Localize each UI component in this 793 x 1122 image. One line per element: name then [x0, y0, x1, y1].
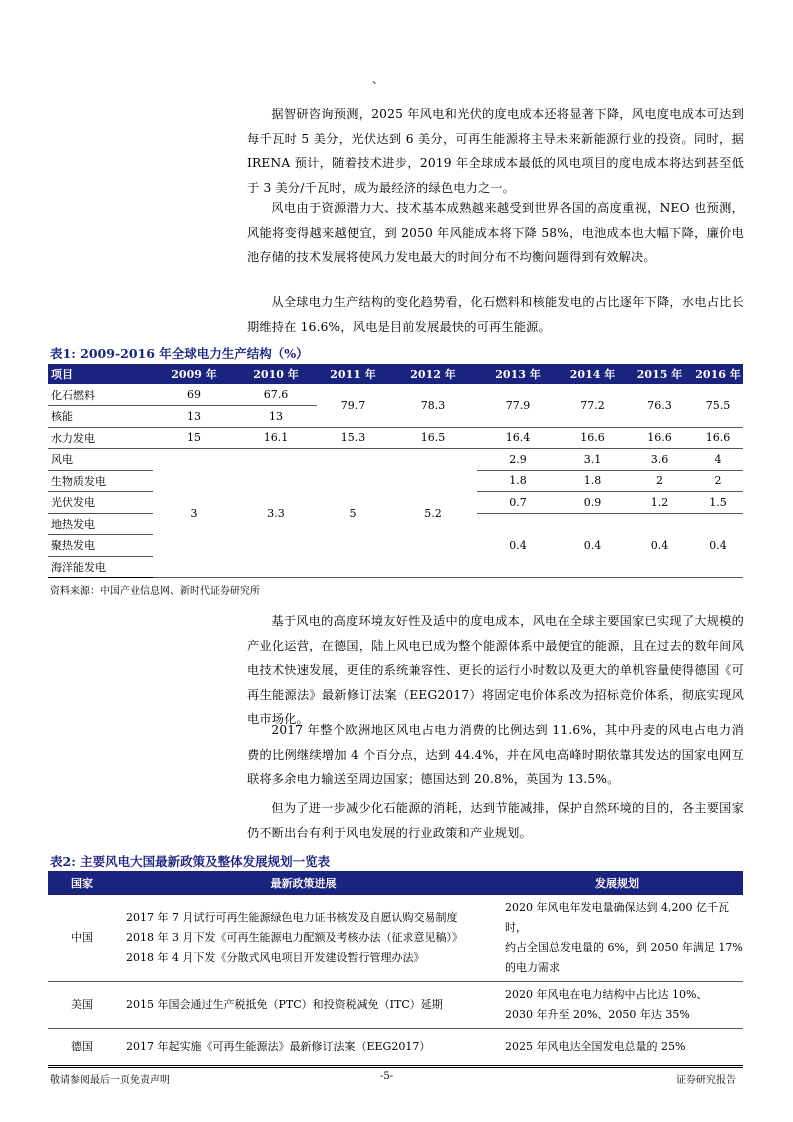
header-policy: 最新政策进展 — [116, 871, 491, 895]
policy-line: 2017 年起实施《可再生能源法》最新修订法案（EEG2017） — [126, 1040, 431, 1053]
paragraph-europe-share: 2017 年整个欧洲地区风电占电力消费的比例达到 11.6%，其中丹麦的风电占电力消费的比例继续增加 4 个百分点，达到 44.4%，并在风电高峰时期依靠其发达的国家电网互联将多余电力输送至周边国家；德国达到 20.8%，英国为 13.5%。 — [247, 723, 744, 786]
cell: 69 — [153, 384, 235, 406]
cell: 0.9 — [559, 492, 626, 514]
plan-line: 2020 年风电在电力结构中占比达 10%、 — [505, 988, 708, 1001]
table1-title: 表1: 2009-2016 年全球电力生产结构（%） — [50, 346, 309, 361]
cell: 4 — [693, 449, 743, 471]
cell: 1.5 — [693, 492, 743, 514]
cell: 2 — [626, 470, 693, 492]
table-row — [48, 895, 743, 982]
header-2009: 2009 年 — [153, 364, 235, 384]
plan-line: 2020 年风电年发电量确保达到 4,200 亿千瓦时， — [505, 901, 729, 934]
row-label-biomass: 生物质发电 — [48, 470, 153, 492]
policy-cell — [116, 1029, 491, 1066]
header-item: 项目 — [48, 364, 153, 384]
footer-divider — [48, 1067, 743, 1068]
plan-cell — [491, 895, 743, 982]
table-row — [48, 449, 743, 471]
cell: 79.7 — [317, 384, 389, 427]
row-label-hydro: 水力发电 — [48, 427, 153, 449]
table2-header-row — [48, 871, 743, 895]
paragraph-structure-trend: 从全球电力生产结构的变化趋势看，化石燃料和核能发电的占比逐年下降，水电占比长期维持在 16.6%，风电是目前发展最快的可再生能源。 — [247, 295, 744, 334]
table-row — [48, 384, 743, 406]
cell: 2.9 — [477, 449, 559, 471]
footer-disclaimer: 敬请参阅最后一页免责声明 — [50, 1075, 170, 1086]
cell: 16.6 — [693, 427, 743, 449]
header-2014: 2014 年 — [559, 364, 626, 384]
cell: 1.2 — [626, 492, 693, 514]
cell: 13 — [153, 406, 235, 428]
paragraph-germany-market: 基于风电的高度环境友好性及适中的度电成本，风电在全球主要国家已实现了大规模的产业化运营，在德国，陆上风电已成为整个能源体系中最便宜的能源，且在过去的数年间风电技术快速发展，更佳的系统兼容性、更长的运行小时数以及更大的单机容量使得德国《可再生能源法》最新修订法案（EEG2017）将固定电价体系改为招标竞价体系，彻底实现风电市场化。 — [247, 614, 744, 726]
cell: 76.3 — [626, 384, 693, 427]
cell: 15 — [153, 427, 235, 449]
cell: 0.4 — [477, 513, 559, 578]
cell: 15.3 — [317, 427, 389, 449]
row-label-solar-thermal: 聚热发电 — [48, 535, 153, 557]
cell: 1.8 — [559, 470, 626, 492]
page-number: -5- — [380, 1071, 394, 1082]
cell: 3 — [153, 449, 235, 578]
table2-title: 表2: 主要风电大国最新政策及整体发展规划一览表 — [50, 854, 331, 869]
cell: 3.1 — [559, 449, 626, 471]
policy-cell — [116, 895, 491, 982]
plan-line: 约占全国总发电量的 6%，到 2050 年满足 17% — [505, 941, 743, 954]
header-country: 国家 — [48, 871, 116, 895]
header-plan: 发展规划 — [491, 871, 743, 895]
header-2011: 2011 年 — [317, 364, 389, 384]
paragraph-cost-forecast: 据智研咨询预测，2025 年风电和光伏的度电成本还将显著下降，风电度电成本可达到每千瓦时 5 美分，光伏达到 6 美分，可再生能源将主导未来新能源行业的投资。同时，据 IRENA 预计，随着技术进步，2019 年全球成本最低的风电项目的度电成本将达到甚至低于 3 美分/千瓦时，成为最经济的绿色电力之一。 — [247, 107, 744, 195]
header-2012: 2012 年 — [389, 364, 477, 384]
footer-report-type: 证券研究报告 — [676, 1075, 736, 1086]
paragraph-neo-forecast: 风电由于资源潜力大、技术基本成熟越来越受到世界各国的高度重视，NEO 也预测，风能将变得越来越便宜，到 2050 年风能成本将下降 58%，电池成本也大幅下降，廉价电池存储的技术发展将使风力发电最大的时间分布不均衡问题得到有效解决。 — [247, 201, 744, 264]
table1-source: 资料来源：中国产业信息网、新时代证券研究所 — [50, 586, 260, 597]
cell: 16.5 — [389, 427, 477, 449]
header-2010: 2010 年 — [235, 364, 317, 384]
cell: 75.5 — [693, 384, 743, 427]
header-2013: 2013 年 — [477, 364, 559, 384]
cell: 3.3 — [235, 449, 317, 578]
paragraph-policy-intro: 但为了进一步减少化石能源的消耗，达到节能减排，保护自然环境的目的，各主要国家仍不断出台有利于风电发展的行业政策和产业规划。 — [247, 801, 744, 840]
cell: 0.4 — [626, 513, 693, 578]
cell: 5.2 — [389, 449, 477, 578]
policy-line: 2018 年 3 月下发《可再生能源电力配额及考核办法（征求意见稿）》 — [126, 931, 463, 944]
cell: 77.9 — [477, 384, 559, 427]
header-2015: 2015 年 — [626, 364, 693, 384]
country-cell: 美国 — [48, 982, 116, 1029]
row-label-ocean: 海洋能发电 — [48, 556, 153, 578]
table-row — [48, 982, 743, 1029]
cell: 3.6 — [626, 449, 693, 471]
country-cell: 德国 — [48, 1029, 116, 1066]
policy-line: 2018 年 4 月下发《分散式风电项目开发建设暂行管理办法》 — [126, 951, 425, 964]
table-row — [48, 427, 743, 449]
cell: 67.6 — [235, 384, 317, 406]
row-label-geothermal: 地热发电 — [48, 513, 153, 535]
cell: 0.4 — [693, 513, 743, 578]
power-structure-table-body — [48, 364, 743, 578]
row-label-pv: 光伏发电 — [48, 492, 153, 514]
cell: 0.7 — [477, 492, 559, 514]
plan-cell — [491, 982, 743, 1029]
cell: 16.4 — [477, 427, 559, 449]
header-2016: 2016 年 — [693, 364, 743, 384]
row-label-nuclear: 核能 — [48, 406, 153, 428]
cell: 77.2 — [559, 384, 626, 427]
country-cell: 中国 — [48, 895, 116, 982]
cell: 16.6 — [559, 427, 626, 449]
policy-table — [48, 871, 743, 1066]
policy-line: 2015 年国会通过生产税抵免（PTC）和投资税减免（ITC）延期 — [126, 998, 443, 1011]
table-row — [48, 1029, 743, 1066]
plan-line: 2030 年升至 20%、2050 年达 35% — [505, 1008, 690, 1021]
cell: 0.4 — [559, 513, 626, 578]
plan-line: 2025 年风电达全国发电总量的 25% — [505, 1040, 686, 1053]
row-label-fossil: 化石燃料 — [48, 384, 153, 406]
plan-line: 的电力需求 — [505, 961, 560, 974]
stray-mark: 、 — [372, 72, 385, 86]
plan-cell — [491, 1029, 743, 1066]
table1-header-row — [48, 364, 743, 384]
cell: 16.1 — [235, 427, 317, 449]
cell: 5 — [317, 449, 389, 578]
row-label-wind: 风电 — [48, 449, 153, 471]
cell: 2 — [693, 470, 743, 492]
cell: 78.3 — [389, 384, 477, 427]
cell: 13 — [235, 406, 317, 428]
cell: 1.8 — [477, 470, 559, 492]
policy-line: 2017 年 7 月试行可再生能源绿色电力证书核发及自愿认购交易制度 — [126, 911, 458, 924]
policy-cell — [116, 982, 491, 1029]
cell: 16.6 — [626, 427, 693, 449]
